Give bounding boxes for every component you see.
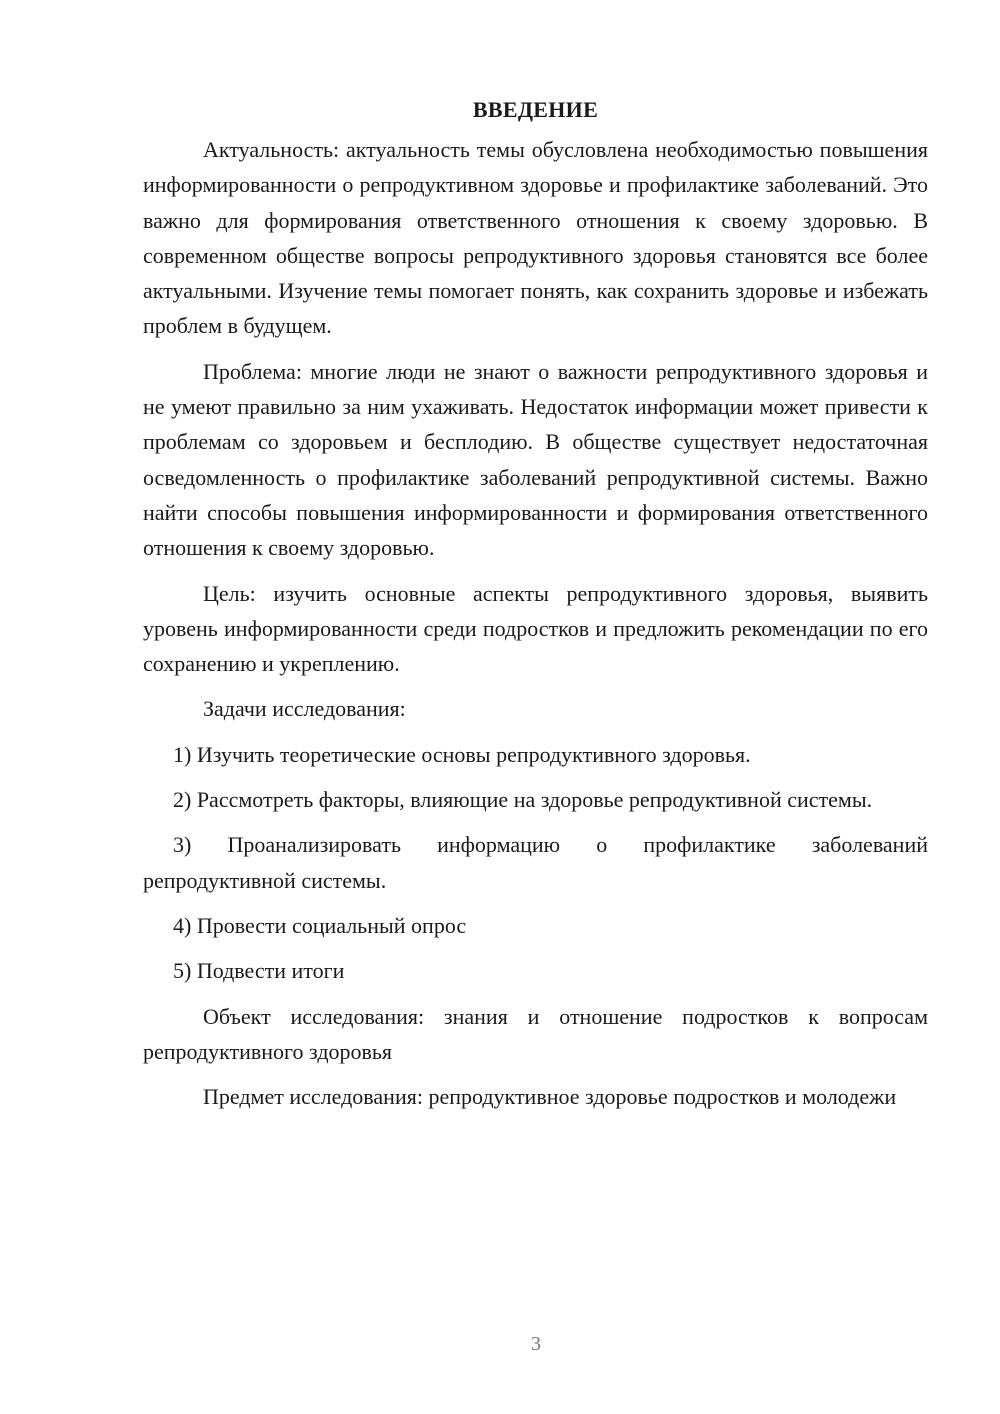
problem-paragraph: Проблема: многие люди не знают о важности репродуктивного здоровья и не умеют правильно за ним ухаживать. Недостаток информации может привести к проблемам со здоровьем и бесплодию. В обществе существует недостаточная осведомленность о профилактике заболеваний репродуктивной системы. Важно найти способы повышения информированности и формирования ответственного отношения к своему здоровью.	[143, 358, 928, 561]
tasks-heading: Задачи исследования:	[203, 696, 406, 722]
subject-paragraph: Предмет исследования: репродуктивное здоровье подростков и молодежи	[203, 1084, 897, 1110]
object-paragraph: Объект исследования: знания и отношение подростков к вопросам репродуктивного здоровья	[143, 1003, 928, 1064]
goal-paragraph: Цель: изучить основные аспекты репродуктивного здоровья, выявить уровень информированности среди подростков и предложить рекомендации по его сохранению и укреплению.	[143, 580, 928, 677]
task-item: 2) Рассмотреть факторы, влияющие на здоровье репродуктивной системы.	[173, 787, 873, 813]
task-item: 3) Проанализировать информацию о профилактике заболеваний репродуктивной системы.	[143, 832, 928, 893]
task-item: 5) Подвести итоги	[173, 958, 345, 984]
document-body	[143, 92, 928, 1124]
task-item: 1) Изучить теоретические основы репродуктивного здоровья.	[173, 741, 751, 767]
section-title: ВВЕДЕНИЕ	[472, 97, 599, 122]
page-number: 3	[531, 1333, 541, 1355]
relevance-paragraph: Актуальность: актуальность темы обусловлена необходимостью повышения информированности о репродуктивном здоровье и профилактике заболеваний. Это важно для формирования ответственного отношения к своему здоровью. В современном обществе вопросы репродуктивного здоровья становятся все более актуальными. Изучение темы помогает понять, как сохранить здоровье и избежать проблем в будущем.	[143, 137, 928, 339]
task-item: 4) Провести социальный опрос	[173, 912, 467, 938]
